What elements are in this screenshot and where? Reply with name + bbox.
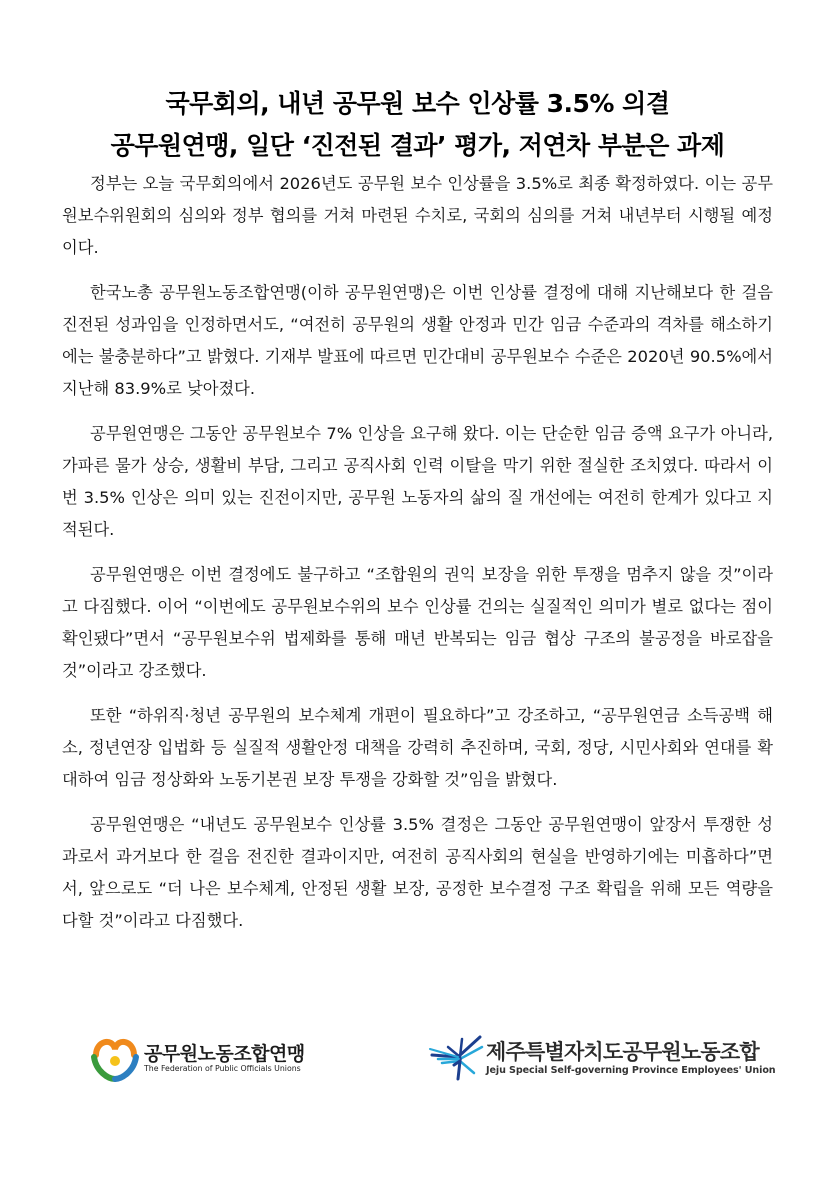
paragraph-3: 공무원연맹은 그동안 공무원보수 7% 인상을 요구해 왔다. 이는 단순한 임금 증액 요구가 아니라, 가파른 물가 상승, 생활비 부담, 그리고 공직사회 인력 이탈을 막기 위한 절실한 조치였다. 따라서 이번 3.5% 인상은 의미 있는 진전이지만, 공무원 노동자의 삶의 질 개선에는 여전히 한계가 있다고 지적된다.	[62, 424, 773, 539]
jeju-union-logo	[428, 1033, 776, 1085]
jeju-union-name: 제주특별자치도공무원노동조합	[486, 1040, 759, 1064]
article-body	[62, 168, 773, 950]
federation-emblem-icon	[90, 1033, 140, 1083]
paragraph-4: 공무원연맹은 이번 결정에도 불구하고 “조합원의 권익 보장을 위한 투쟁을 멈추지 않을 것”이라고 다짐했다. 이어 “이번에도 공무원보수위의 보수 인상률 건의는 실질적인 의미가 별로 없다는 점이 확인됐다”면서 “공무원보수위 법제화를 통해 매년 반복되는 임금 협상 구조의 불공정을 바로잡을 것”이라고 강조했다.	[62, 565, 773, 680]
federation-subtitle: The Federation of Public Officials Unions	[144, 1064, 301, 1073]
paragraph-2: 한국노총 공무원노동조합연맹(이하 공무원연맹)은 이번 인상률 결정에 대해 지난해보다 한 걸음 진전된 성과임을 인정하면서도, “여전히 공무원의 생활 안정과 민간 임금 수준과의 격차를 해소하기에는 불충분하다”고 밝혔다. 기재부 발표에 따르면 민간대비 공무원보수 수준은 2020년 90.5%에서 지난해 83.9%로 낮아졌다.	[62, 283, 773, 398]
federation-name: 공무원노동조합연맹	[144, 1043, 305, 1065]
headline-subtitle: 공무원연맹, 일단 ‘진전된 결과’ 평가, 저연차 부분은 과제	[110, 131, 725, 160]
jeju-union-subtitle: Jeju Special Self-governing Province Employees' Union	[486, 1065, 776, 1076]
jeju-union-emblem-icon	[428, 1035, 484, 1081]
federation-logo	[88, 1033, 348, 1083]
paragraph-5: 또한 “하위직·청년 공무원의 보수체계 개편이 필요하다”고 강조하고, “공무원연금 소득공백 해소, 정년연장 입법화 등 실질적 생활안정 대책을 강력히 추진하며, 국회, 정당, 시민사회와 연대를 확대하여 임금 정상화와 노동기본권 보장 투쟁을 강화할 것”임을 밝혔다.	[62, 706, 773, 789]
paragraph-6: 공무원연맹은 “내년도 공무원보수 인상률 3.5% 결정은 그동안 공무원연맹이 앞장서 투쟁한 성과로서 과거보다 한 걸음 전진한 결과이지만, 여전히 공직사회의 현실을 반영하기에는 미흡하다”면서, 앞으로도 “더 나은 보수체계, 안정된 생활 보장, 공정한 보수결정 구조 확립을 위해 모든 역량을 다할 것”이라고 다짐했다.	[62, 815, 773, 930]
headline-title: 국무회의, 내년 공무원 보수 인상률 3.5% 의결	[165, 89, 670, 118]
paragraph-1: 정부는 오늘 국무회의에서 2026년도 공무원 보수 인상률을 3.5%로 최종 확정하였다. 이는 공무원보수위원회의 심의와 정부 협의를 거쳐 마련된 수치로, 국회의 심의를 거쳐 내년부터 시행될 예정이다.	[62, 174, 773, 257]
